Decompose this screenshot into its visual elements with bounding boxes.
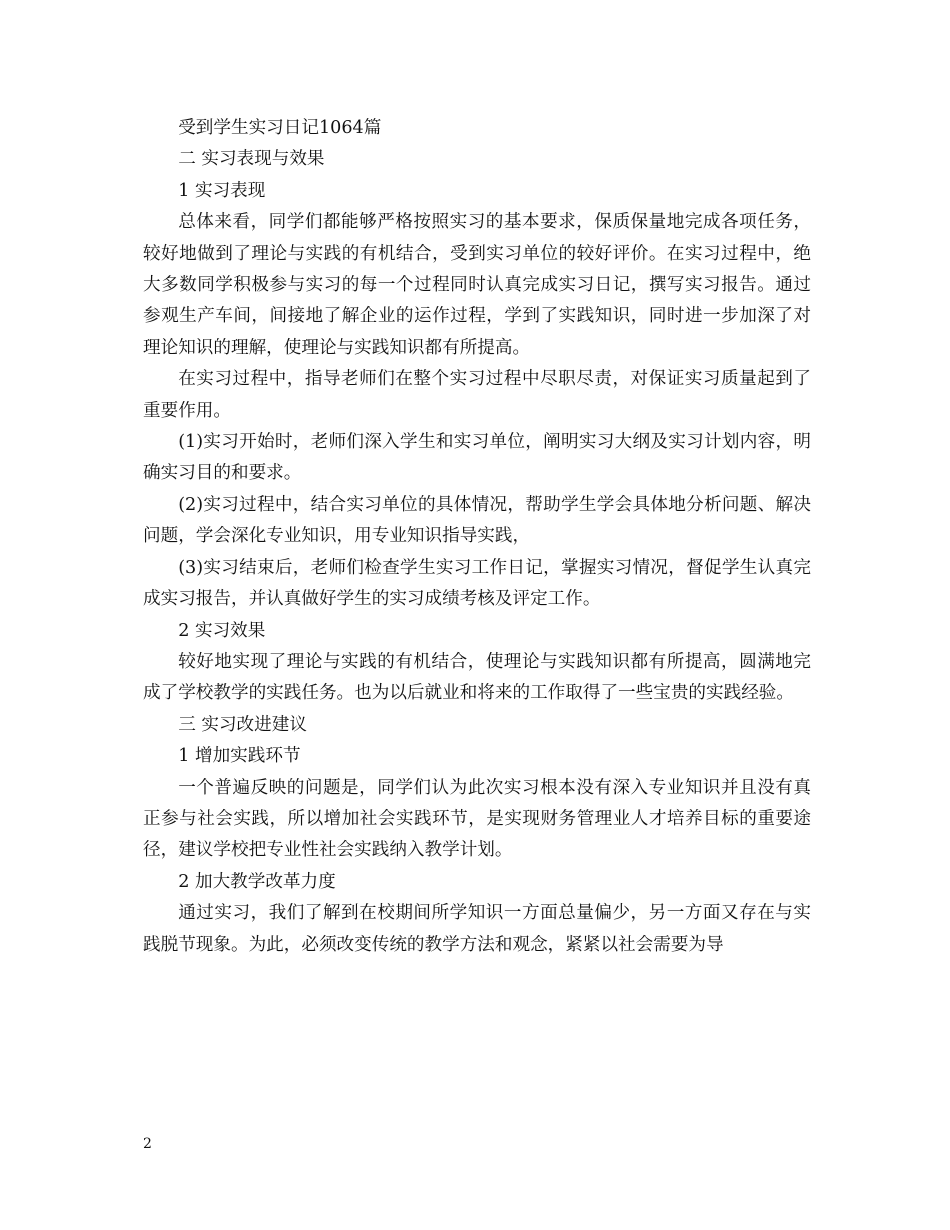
section-heading-improvement-suggestions: 三 实习改进建议 — [178, 714, 307, 735]
subheading-increase-practice: 1 增加实践环节 — [178, 746, 301, 767]
paragraph-overall-performance: 总体来看，同学们都能够严格按照实习的基本要求，保质保量地完成各项任务，较好地做到了理论与实践的有机结合，受到实习单位的较好评价。在实习过程中，绝大多数同学积极参与实习的每一个过程同时认真完成实习日记，撰写实习报告。通过参观生产车间，间接地了解企业的运作过程，学到了实践知识，同时进一步加深了对理论知识的理解，使理论与实践知识都有所提高。 — [143, 212, 811, 358]
list-item-during-internship: (2)实习过程中，结合实习单位的具体情况，帮助学生学会具体地分析问题、解决问题，学会深化专业知识，用专业知识指导实践， — [143, 494, 811, 547]
list-item-end-of-internship: (3)实习结束后，老师们检查学生实习工作日记，掌握实习情况，督促学生认真完成实习报告，并认真做好学生的实习成绩考核及评定工作。 — [143, 557, 811, 610]
paragraph-teacher-role: 在实习过程中，指导老师们在整个实习过程中尽职尽责，对保证实习质量起到了重要作用。 — [143, 369, 811, 421]
subheading-performance: 1 实习表现 — [178, 180, 266, 201]
list-item-start-of-internship: (1)实习开始时，老师们深入学生和实习单位，阐明实习大纲及实习计划内容，明确实习目的和要求。 — [143, 432, 811, 484]
subheading-teaching-reform: 2 加大教学改革力度 — [178, 871, 336, 892]
section-heading-performance-and-results: 二 实习表现与效果 — [178, 149, 325, 170]
document-body — [143, 113, 811, 961]
paragraph-results: 较好地实现了理论与实践的有机结合，使理论与实践知识都有所提高，圆满地完成了学校教学的实践任务。也为以后就业和将来的工作取得了一些宝贵的实践经验。 — [143, 651, 811, 704]
paragraph-increase-practice: 一个普遍反映的问题是，同学们认为此次实习根本没有深入专业知识并且没有真正参与社会实践，所以增加社会实践环节，是实现财务管理业人才培养目标的重要途径，建议学校把专业性社会实践纳入教学计划。 — [143, 777, 811, 861]
paragraph-teaching-reform: 通过实习，我们了解到在校期间所学知识一方面总量偏少，另一方面又存在与实践脱节现象。为此，必须改变传统的教学方法和观念，紧紧以社会需要为导 — [143, 903, 811, 955]
subheading-results: 2 实习效果 — [178, 620, 266, 641]
heading-line-reference: 受到学生实习日记1064篇 — [178, 118, 382, 138]
page-number: 2 — [143, 1136, 152, 1152]
